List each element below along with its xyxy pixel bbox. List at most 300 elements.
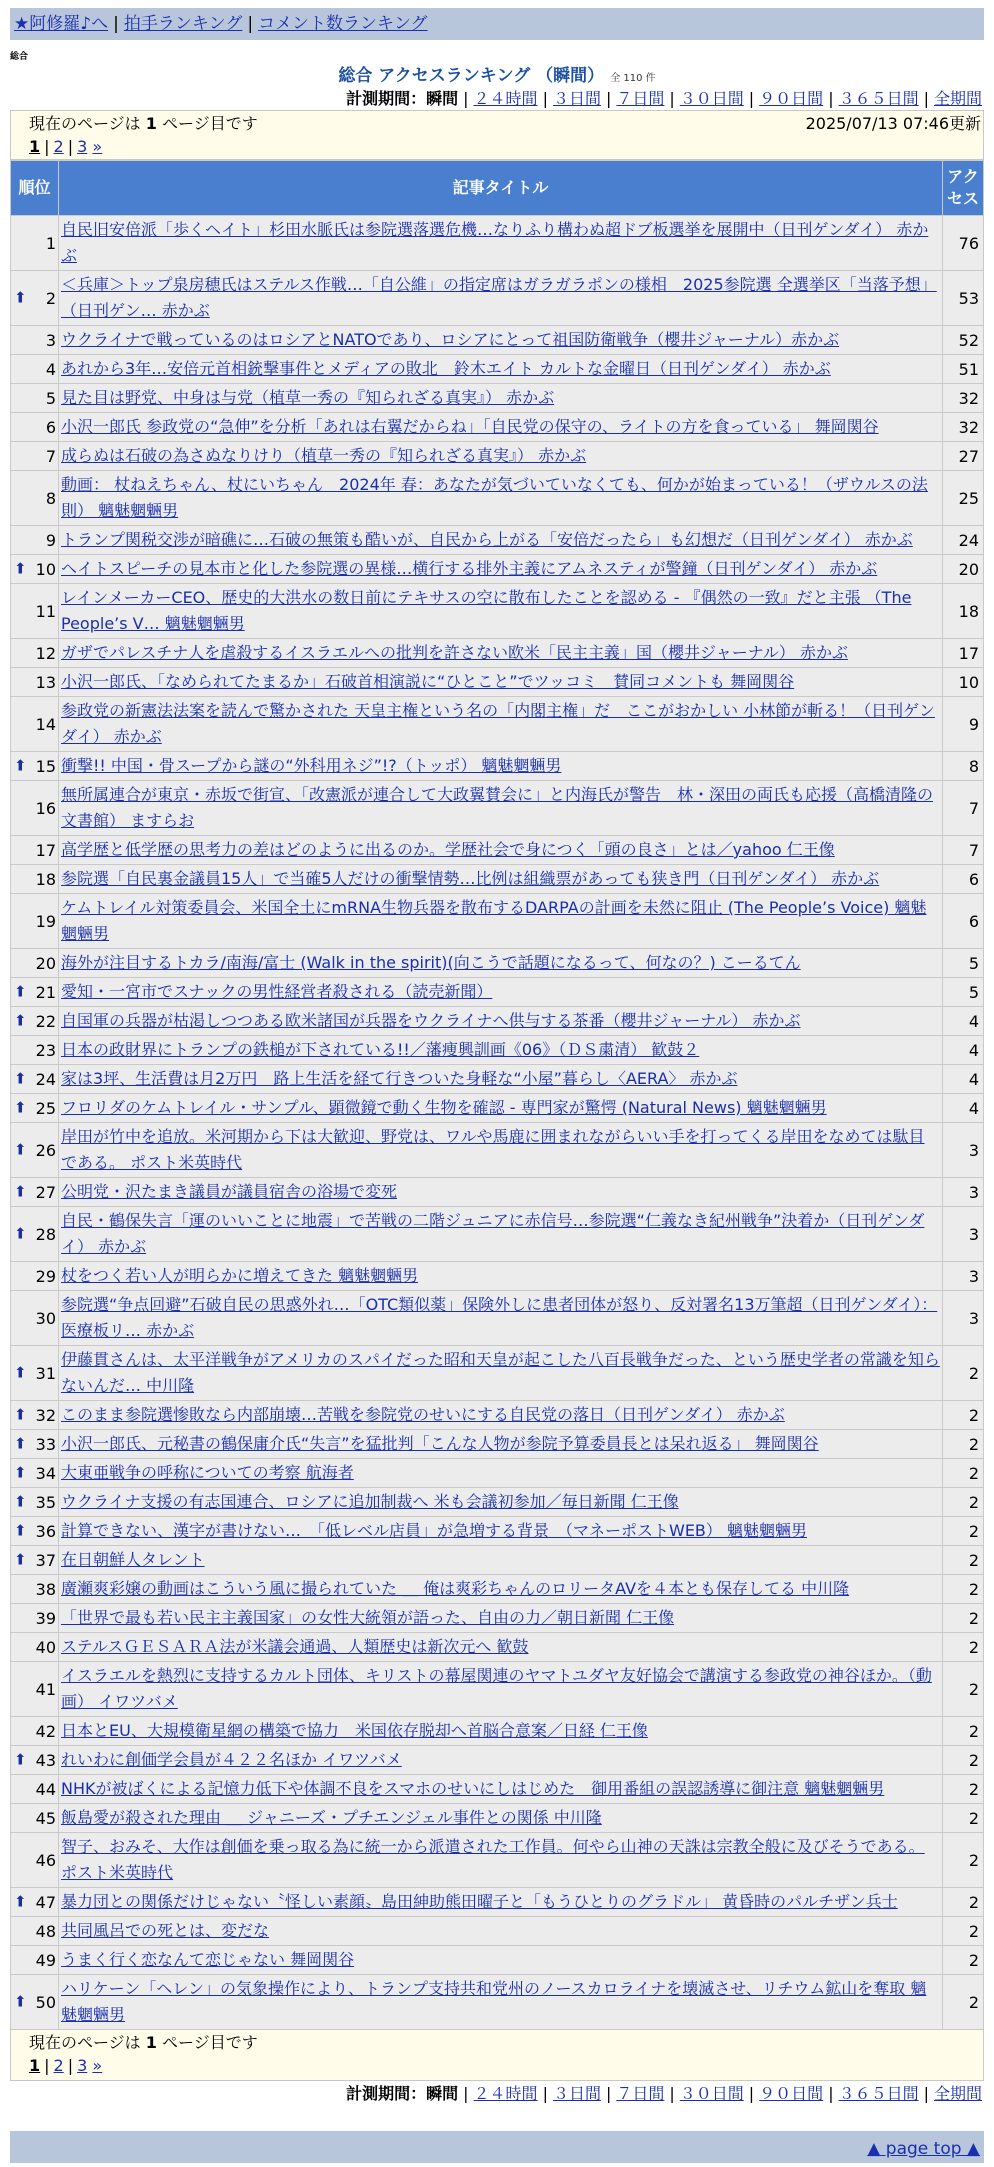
up-arrow-icon: ⬆	[14, 1098, 27, 1117]
rank-number: 16	[35, 798, 56, 818]
article-title-link[interactable]: 小沢一郎氏、「なめられてたまるか」石破首相演説に“ひとこと”でツッコミ 賛同コメントも 舞岡関谷	[61, 672, 795, 691]
total-count: 全 110 件	[610, 73, 656, 84]
rank-number: 44	[35, 1779, 56, 1799]
rank-number: 50	[35, 1992, 56, 2012]
article-title-link[interactable]: 動画： 杖ねえちゃん、杖にいちゃん 2024年 春：あなたが気づいていなくても、何かが始まっている！（ザウルスの法則） 魑魅魍魎男	[61, 475, 928, 520]
table-row	[11, 949, 983, 977]
article-title-link[interactable]: 参院選「自民裏金議員15人」で当確5人だけの衝撃情勢…比例は組織票があっても狭き門（日刊ゲンダイ） 赤かぶ	[61, 869, 880, 888]
rank-number: 17	[35, 840, 56, 860]
rank-cell	[11, 384, 58, 412]
article-title-link[interactable]: 杖をつく若い人が明らかに増えてきた 魑魅魍魎男	[61, 1266, 419, 1285]
rank-number: 15	[35, 756, 56, 776]
up-arrow-icon: ⬆	[14, 559, 27, 578]
article-title-link[interactable]: 高学歴と低学歴の思考力の差はどのように出るのか。学歴社会で身につく「頭の良さ」とは／yahoo 仁王像	[61, 840, 835, 859]
rank-number: 22	[35, 1011, 56, 1031]
table-row	[11, 1662, 983, 1716]
access-count: 5	[943, 949, 983, 977]
access-count: 25	[943, 471, 983, 525]
rank-cell	[11, 1946, 58, 1974]
rank-cell	[11, 1488, 58, 1516]
title-cell	[59, 1946, 942, 1974]
article-title-link[interactable]: 自民旧安倍派「歩くヘイト」杉田水脈氏は参院選落選危機…なりふり構わぬ超ドブ板選挙を展開中（日刊ゲンダイ） 赤かぶ	[61, 220, 929, 265]
rank-cell	[11, 639, 58, 667]
rank-cell	[11, 949, 58, 977]
rank-cell	[11, 1517, 58, 1545]
access-count: 2	[943, 1946, 983, 1974]
table-row	[11, 216, 983, 270]
access-count: 4	[943, 1094, 983, 1122]
ranking-table-body	[11, 216, 983, 2029]
rank-number: 3	[45, 330, 56, 350]
article-title-link[interactable]: 日本とEU、大規模衛星網の構築で協力 米国依存脱却へ首脳合意案／日経 仁王像	[61, 1721, 648, 1740]
title-cell	[59, 355, 942, 383]
rank-number: 46	[35, 1850, 56, 1870]
table-row	[11, 1888, 983, 1916]
rank-cell	[11, 1604, 58, 1632]
article-title-link[interactable]: 小沢一郎氏、元秘書の鶴保庸介氏“失言”を猛批判「こんな人物が参院予算委員長とは呆れ返る」 舞岡関谷	[61, 1434, 819, 1453]
rank-cell	[11, 1094, 58, 1122]
title-cell	[59, 1178, 942, 1206]
rank-number: 35	[35, 1492, 56, 1512]
table-row	[11, 1746, 983, 1774]
access-count: 20	[943, 555, 983, 583]
rank-number: 38	[35, 1579, 56, 1599]
period-90d[interactable]: ９０日間	[759, 89, 824, 108]
article-title-link[interactable]: 智子、おみそ、大作は創価を乗っ取る為に統一から派遣された工作員。何やら山神の天誅は宗教全般に及びそうである。 ポスト米英時代	[61, 1837, 925, 1882]
article-title-link[interactable]: 成らぬは石破の為さぬなりけり（植草一秀の『知られざる真実』） 赤かぶ	[61, 446, 587, 465]
table-row	[11, 1946, 983, 1974]
rank-cell	[11, 413, 58, 441]
rank-cell	[11, 1804, 58, 1832]
period-all[interactable]: 全期間	[933, 2084, 982, 2103]
table-row	[11, 1262, 983, 1290]
rank-number: 28	[35, 1224, 56, 1244]
rank-number: 45	[35, 1808, 56, 1828]
table-row	[11, 836, 983, 864]
title-cell	[59, 752, 942, 780]
table-row	[11, 413, 983, 441]
rank-number: 33	[35, 1434, 56, 1454]
article-title-link[interactable]: レインメーカーCEO、歴史的大洪水の数日前にテキサスの空に散布したことを認める - 『偶然の一致』だと主張 （The People’s V… 魑魅魍魎男	[61, 588, 912, 633]
table-row	[11, 1065, 983, 1093]
pager-page-2[interactable]: 2	[53, 2056, 64, 2075]
table-row	[11, 1546, 983, 1574]
rank-cell	[11, 1430, 58, 1458]
table-row	[11, 271, 983, 325]
title-cell	[59, 894, 942, 948]
article-title-link[interactable]: 参政党の新憲法法案を読んで驚かされた 天皇主権という名の「内閣主権」だ ここがおかしい 小林節が斬る！（日刊ゲンダイ） 赤かぶ	[61, 701, 935, 746]
article-title-link[interactable]: 岸田が竹中を追放。米河期から下は大歓迎、野党は、ワルや馬鹿に囲まれながらいい手を打ってくる岸田をなめては駄目である。 ポスト米英時代	[61, 1127, 925, 1172]
rank-number: 26	[35, 1140, 56, 1160]
table-row	[11, 1007, 983, 1035]
article-title-link[interactable]: 小沢一郎氏 参政党の“急伸”を分析「あれは右翼だからね」「自民党の保守の、ライトの方を食っている」 舞岡関谷	[61, 417, 879, 436]
up-arrow-icon: ⬆	[14, 1550, 27, 1569]
article-title-link[interactable]: ガザでパレスチナ人を虐殺するイスラエルへの批判を許さない欧米「民主主義」国（櫻井ジャーナル） 赤かぶ	[61, 643, 849, 662]
title-cell	[59, 865, 942, 893]
nav-separator: |	[247, 14, 254, 34]
table-row	[11, 442, 983, 470]
rank-number: 7	[45, 446, 56, 466]
rank-number: 48	[35, 1921, 56, 1941]
up-arrow-icon: ⬆	[14, 1224, 27, 1243]
access-count: 3	[943, 1123, 983, 1177]
access-count: 2	[943, 1633, 983, 1661]
article-title-link[interactable]: このまま参院選惨敗なら内部崩壊…苦戦を参院党のせいにする自民党の落日（日刊ゲンダイ） 赤かぶ	[61, 1405, 785, 1424]
rank-cell	[11, 216, 58, 270]
table-row	[11, 1123, 983, 1177]
title-cell	[59, 1546, 942, 1574]
article-title-link[interactable]: ウクライナで戦っているのはロシアとNATOであり、ロシアにとって祖国防衛戦争（櫻井ジャーナル）赤かぶ	[61, 330, 840, 349]
up-arrow-icon: ⬆	[14, 1140, 27, 1159]
rank-cell	[11, 1178, 58, 1206]
article-title-link[interactable]: 見た目は野党、中身は与党（植草一秀の『知られざる真実』） 赤かぶ	[61, 388, 555, 407]
access-count: 2	[943, 1746, 983, 1774]
pager-page-2[interactable]: 2	[53, 137, 64, 156]
article-title-link[interactable]: イスラエルを熱烈に支持するカルト団体、キリストの幕屋関連のヤマトユダヤ友好協会で講演する参政党の神谷ほか。（動画） イワツバメ	[61, 1666, 932, 1711]
title-cell	[59, 1662, 942, 1716]
table-row	[11, 865, 983, 893]
article-title-link[interactable]: 計算できない、漢字が書けない… 「低レベル店員」が急増する背景 （マネーポストWEB） 魑魅魍魎男	[61, 1521, 807, 1540]
up-arrow-icon: ⬆	[14, 1521, 27, 1540]
article-title-link[interactable]: うまく行く恋なんて恋じゃない 舞岡関谷	[61, 1950, 355, 1969]
title-cell	[59, 836, 942, 864]
rank-number: 13	[35, 672, 56, 692]
rank-cell	[11, 326, 58, 354]
title-cell	[59, 781, 942, 835]
rank-cell	[11, 978, 58, 1006]
title-cell	[59, 1065, 942, 1093]
article-title-link[interactable]: 家は3坪、生活費は月2万円 路上生活を経て行きついた身軽な“小屋”暮らし〈AERA〉 赤かぶ	[61, 1069, 738, 1088]
title-cell	[59, 1488, 942, 1516]
rank-cell	[11, 1065, 58, 1093]
period-selector-bottom: 計測期間：瞬間 | ２４時間 | ３日間 | ７日間 | ３０日間 | ９０日間 | ３６５日間 | 全期間	[346, 2084, 982, 2103]
pager-page-3[interactable]: 3	[77, 137, 88, 156]
title-cell	[59, 413, 942, 441]
clap-ranking-link[interactable]: 拍手ランキング	[123, 14, 243, 34]
access-count: 2	[943, 1346, 983, 1400]
article-title-link[interactable]: 衝撃!! 中国・骨スープから謎の“外科用ネジ”!?（トッポ） 魑魅魍魎男	[61, 756, 562, 775]
access-count: 2	[943, 1888, 983, 1916]
title-cell	[59, 949, 942, 977]
rank-number: 1	[45, 233, 56, 253]
table-row	[11, 1517, 983, 1545]
period-24h[interactable]: ２４時間	[473, 89, 538, 108]
header-rank: 順位	[11, 161, 58, 215]
rank-cell	[11, 526, 58, 554]
article-title-link[interactable]: 在日朝鮮人タレント	[61, 1550, 205, 1569]
title-cell	[59, 442, 942, 470]
access-count: 53	[943, 271, 983, 325]
access-count: 7	[943, 781, 983, 835]
rank-cell	[11, 1917, 58, 1945]
article-title-link[interactable]: ステルスＧＥＳＡＲＡ法が米議会通過、人類歴史は新次元へ 歓鼓	[61, 1637, 529, 1656]
access-count: 52	[943, 326, 983, 354]
title-cell	[59, 1804, 942, 1832]
page-top-link[interactable]: ▲ page top ▲	[867, 2139, 980, 2159]
access-count: 2	[943, 1717, 983, 1745]
period-90d[interactable]: ９０日間	[759, 2084, 824, 2103]
article-title-link[interactable]: 共同風呂での死とは、変だな	[61, 1921, 270, 1940]
rank-cell	[11, 1546, 58, 1574]
title-cell	[59, 668, 942, 696]
article-title-link[interactable]: あれから3年…安倍元首相銃撃事件とメディアの敗北 鈴木エイト カルトな金曜日（日刊ゲンダイ） 赤かぶ	[61, 359, 831, 378]
article-title-link[interactable]: 廣瀬爽彩嬢の動画はこういう風に撮られていた ＿ 俺は爽彩ちゃんのロリータAVを４本とも保存してる 中川隆	[61, 1579, 850, 1598]
rank-number: 29	[35, 1266, 56, 1286]
access-count: 24	[943, 526, 983, 554]
table-row	[11, 526, 983, 554]
period-7d[interactable]: ７日間	[616, 2084, 665, 2103]
title-cell	[59, 471, 942, 525]
period-current: 瞬間	[426, 2084, 459, 2103]
table-row	[11, 752, 983, 780]
rank-number: 5	[45, 388, 56, 408]
access-count: 18	[943, 584, 983, 638]
rank-cell	[11, 1633, 58, 1661]
pager-page-3[interactable]: 3	[77, 2056, 88, 2075]
table-row	[11, 781, 983, 835]
article-title-link[interactable]: 自民・鶴保失言「運のいいことに地震」で苦戦の二階ジュニアに赤信号…参院選“仁義なき紀州戦争”決着か（日刊ゲンダイ） 赤かぶ	[61, 1211, 925, 1256]
current-page-text: 現在のページは 1 ページ目です	[29, 114, 258, 133]
access-count: 4	[943, 1065, 983, 1093]
article-title-link[interactable]: トランプ関税交渉が暗礁に…石破の無策も酷いが、自民から上がる「安倍だったら」も幻想だ（日刊ゲンダイ） 赤かぶ	[61, 530, 913, 549]
ranking-table	[10, 160, 984, 2030]
rank-number: 2	[45, 288, 56, 308]
table-row	[11, 1633, 983, 1661]
table-row	[11, 1036, 983, 1064]
rank-cell	[11, 836, 58, 864]
rank-number: 41	[35, 1679, 56, 1699]
title-cell	[59, 326, 942, 354]
access-count: 2	[943, 1488, 983, 1516]
rank-cell	[11, 668, 58, 696]
pager-bottom: 1 | 2 | 3 »	[29, 2056, 103, 2075]
period-365d[interactable]: ３６５日間	[838, 89, 919, 108]
up-arrow-icon: ⬆	[14, 1992, 27, 2011]
up-arrow-icon: ⬆	[14, 1182, 27, 1201]
article-title-link[interactable]: 参院選“争点回避”石破自民の思惑外れ…「OTC類似薬」保険外しに患者団体が怒り、反対署名13万筆超（日刊ゲンダイ）：医療板リ… 赤かぶ	[61, 1295, 938, 1340]
title-cell	[59, 1007, 942, 1035]
title-cell	[59, 1775, 942, 1803]
rank-number: 31	[35, 1363, 56, 1383]
up-arrow-icon: ⬆	[14, 1892, 27, 1911]
access-count: 2	[943, 1775, 983, 1803]
up-arrow-icon: ⬆	[14, 1011, 27, 1030]
period-24h[interactable]: ２４時間	[473, 2084, 538, 2103]
title-cell	[59, 271, 942, 325]
title-cell	[59, 639, 942, 667]
up-arrow-icon: ⬆	[14, 1069, 27, 1088]
title-cell	[59, 1291, 942, 1345]
title-cell	[59, 1346, 942, 1400]
up-arrow-icon: ⬆	[14, 1492, 27, 1511]
pager-next[interactable]: »	[92, 137, 103, 156]
access-count: 32	[943, 384, 983, 412]
period-7d[interactable]: ７日間	[616, 89, 665, 108]
table-row	[11, 1207, 983, 1261]
table-row	[11, 1833, 983, 1887]
access-count: 10	[943, 668, 983, 696]
title-cell	[59, 1717, 942, 1745]
article-title-link[interactable]: 愛知・一宮市でスナックの男性経営者殺される（読売新聞）	[61, 982, 493, 1001]
article-title-link[interactable]: 公明党・沢たまき議員が議員宿舎の浴場で変死	[61, 1182, 398, 1201]
access-count: 2	[943, 1517, 983, 1545]
access-count: 2	[943, 1917, 983, 1945]
table-row	[11, 1401, 983, 1429]
rank-number: 12	[35, 643, 56, 663]
period-3d[interactable]: ３日間	[552, 89, 601, 108]
rank-cell	[11, 1717, 58, 1745]
rank-number: 11	[35, 601, 56, 621]
table-row	[11, 584, 983, 638]
access-count: 4	[943, 1036, 983, 1064]
rank-number: 49	[35, 1950, 56, 1970]
rank-number: 24	[35, 1069, 56, 1089]
title-cell	[59, 1207, 942, 1261]
title-cell	[59, 1917, 942, 1945]
rank-cell	[11, 1833, 58, 1887]
table-row	[11, 1775, 983, 1803]
title-cell	[59, 1975, 942, 2029]
title-cell	[59, 1123, 942, 1177]
rank-number: 8	[45, 488, 56, 508]
up-arrow-icon: ⬆	[14, 1463, 27, 1482]
rank-number: 32	[35, 1405, 56, 1425]
access-count: 7	[943, 836, 983, 864]
article-title-link[interactable]: NHKが被ばくによる記憶力低下や体調不良をスマホのせいにしはじめた 御用番組の誤認誘導に御注意 魑魅魍魎男	[61, 1779, 885, 1798]
header-title: 記事タイトル	[59, 161, 942, 215]
table-row	[11, 326, 983, 354]
article-title-link[interactable]: 暴力団との関係だけじゃない〝怪しい素顔〟島田紳助熊田曜子と「もうひとりのグラドル」 黄昏時のパルチザン兵士	[61, 1892, 898, 1911]
table-row	[11, 1975, 983, 2029]
title-cell	[59, 555, 942, 583]
article-title-link[interactable]: フロリダのケムトレイル・サンプル、顕微鏡で動く生物を確認 - 専門家が驚愕 (Natural News) 魑魅魍魎男	[61, 1098, 827, 1117]
rank-number: 40	[35, 1637, 56, 1657]
access-count: 17	[943, 639, 983, 667]
rank-number: 43	[35, 1750, 56, 1770]
rank-number: 39	[35, 1608, 56, 1628]
rank-cell	[11, 1746, 58, 1774]
period-all[interactable]: 全期間	[933, 89, 982, 108]
rank-cell	[11, 1401, 58, 1429]
rank-cell	[11, 1459, 58, 1487]
up-arrow-icon: ⬆	[14, 1363, 27, 1382]
access-count: 3	[943, 1178, 983, 1206]
rank-number: 47	[35, 1892, 56, 1912]
period-30d[interactable]: ３０日間	[679, 89, 744, 108]
table-row	[11, 668, 983, 696]
comment-ranking-link[interactable]: コメント数ランキング	[258, 14, 428, 34]
article-title-link[interactable]: 自国軍の兵器が枯渇しつつある欧米諸国が兵器をウクライナへ供与する茶番（櫻井ジャーナル） 赤かぶ	[61, 1011, 801, 1030]
up-arrow-icon: ⬆	[14, 288, 27, 307]
page-info-box-bottom	[10, 2030, 984, 2081]
pager-current: 1	[29, 2056, 41, 2075]
access-count: 2	[943, 1833, 983, 1887]
access-count: 8	[943, 752, 983, 780]
pager-next[interactable]: »	[92, 2056, 103, 2075]
rank-number: 25	[35, 1098, 56, 1118]
rank-number: 4	[45, 359, 56, 379]
article-title-link[interactable]: 伊藤貫さんは、太平洋戦争がアメリカのスパイだった昭和天皇が起こした八百長戦争だった、という歴史学者の常識を知らないんだ… 中川隆	[61, 1350, 940, 1395]
rank-cell	[11, 271, 58, 325]
table-row	[11, 639, 983, 667]
access-count: 51	[943, 355, 983, 383]
rank-number: 10	[35, 559, 56, 579]
article-title-link[interactable]: 無所属連合が東京・赤坂で街宣、「改憲派が連合して大政翼賛会に」と内海氏が警告 林・深田の両氏も応援（高橋清隆の文書館） ますらお	[61, 785, 934, 830]
up-arrow-icon: ⬆	[14, 1750, 27, 1769]
table-row	[11, 355, 983, 383]
rank-number: 9	[45, 530, 56, 550]
article-title-link[interactable]: 飯島愛が殺された理由 ＿ ジャニーズ・プチエンジェル事件との関係 中川隆	[61, 1808, 602, 1827]
rank-cell	[11, 1888, 58, 1916]
article-title-link[interactable]: れいわに創価学会員が４２２名ほか イワツバメ	[61, 1750, 402, 1769]
period-30d[interactable]: ３０日間	[679, 2084, 744, 2103]
title-cell	[59, 1430, 942, 1458]
table-row	[11, 1604, 983, 1632]
up-arrow-icon: ⬆	[14, 1405, 27, 1424]
title-cell	[59, 978, 942, 1006]
article-title-link[interactable]: 日本の政財界にトランプの鉄槌が下されている!!／藩痩興訓画《06》（ＤＳ粛清） 歓鼓２	[61, 1040, 700, 1059]
access-count: 32	[943, 413, 983, 441]
rank-cell	[11, 1123, 58, 1177]
access-count: 2	[943, 1575, 983, 1603]
period-current: 瞬間	[426, 89, 459, 108]
table-row	[11, 471, 983, 525]
access-count: 5	[943, 978, 983, 1006]
table-row	[11, 1488, 983, 1516]
rank-cell	[11, 355, 58, 383]
pager-current: 1	[29, 137, 41, 156]
table-row	[11, 1291, 983, 1345]
category-label: 総合	[10, 52, 29, 62]
table-row	[11, 1717, 983, 1745]
rank-cell	[11, 1775, 58, 1803]
access-count: 2	[943, 1975, 983, 2029]
title-cell	[59, 1094, 942, 1122]
access-count: 2	[943, 1662, 983, 1716]
article-title-link[interactable]: 「世界で最も若い民主主義国家」の女性大統領が語った、自由の力／朝日新聞 仁王像	[61, 1608, 675, 1627]
access-count: 9	[943, 697, 983, 751]
rank-cell	[11, 1346, 58, 1400]
article-title-link[interactable]: ウクライナ支援の有志国連合、ロシアに追加制裁へ 米も会議初参加／毎日新聞 仁王像	[61, 1492, 679, 1511]
title-cell	[59, 1633, 942, 1661]
article-title-link[interactable]: ケムトレイル対策委員会、米国全土にmRNA生物兵器を散布するDARPAの計画を未然に阻止 (The People’s Voice) 魑魅魍魎男	[61, 898, 927, 943]
period-3d[interactable]: ３日間	[552, 2084, 601, 2103]
period-365d[interactable]: ３６５日間	[838, 2084, 919, 2103]
rank-cell	[11, 752, 58, 780]
article-title-link[interactable]: ヘイトスピーチの見本市と化した参院選の異様…横行する排外主義にアムネスティが警鐘（日刊ゲンダイ） 赤かぶ	[61, 559, 878, 578]
article-title-link[interactable]: ＜兵庫＞トップ泉房穂氏はステルス作戦…「自公維」の指定席はガラガラポンの様相 2025参院選 全選挙区「当落予想」（日刊ゲン… 赤かぶ	[61, 275, 937, 320]
title-cell	[59, 1746, 942, 1774]
title-cell	[59, 1459, 942, 1487]
table-row	[11, 384, 983, 412]
article-title-link[interactable]: 大東亜戦争の呼称についての考察 航海者	[61, 1463, 354, 1482]
article-title-link[interactable]: ハリケーン「ヘレン」の気象操作により、トランプ支持共和党州のノースカロライナを壊滅させ、リチウム鉱山を奪取 魑魅魍魎男	[61, 1979, 927, 2024]
top-navigation	[10, 8, 984, 40]
table-row	[11, 1430, 983, 1458]
access-count: 4	[943, 1007, 983, 1035]
nav-separator: |	[113, 14, 119, 34]
title-cell	[59, 1517, 942, 1545]
table-row	[11, 697, 983, 751]
rank-cell	[11, 781, 58, 835]
home-link[interactable]: ★阿修羅♪へ	[14, 14, 109, 34]
rank-cell	[11, 1207, 58, 1261]
table-row	[11, 1094, 983, 1122]
rank-cell	[11, 865, 58, 893]
title-cell	[59, 584, 942, 638]
article-title-link[interactable]: 海外が注目するトカラ/南海/富士 (Walk in the spirit)(向こうで話題になるって、何なの？) こーるてん	[61, 953, 801, 972]
rank-number: 23	[35, 1040, 56, 1060]
